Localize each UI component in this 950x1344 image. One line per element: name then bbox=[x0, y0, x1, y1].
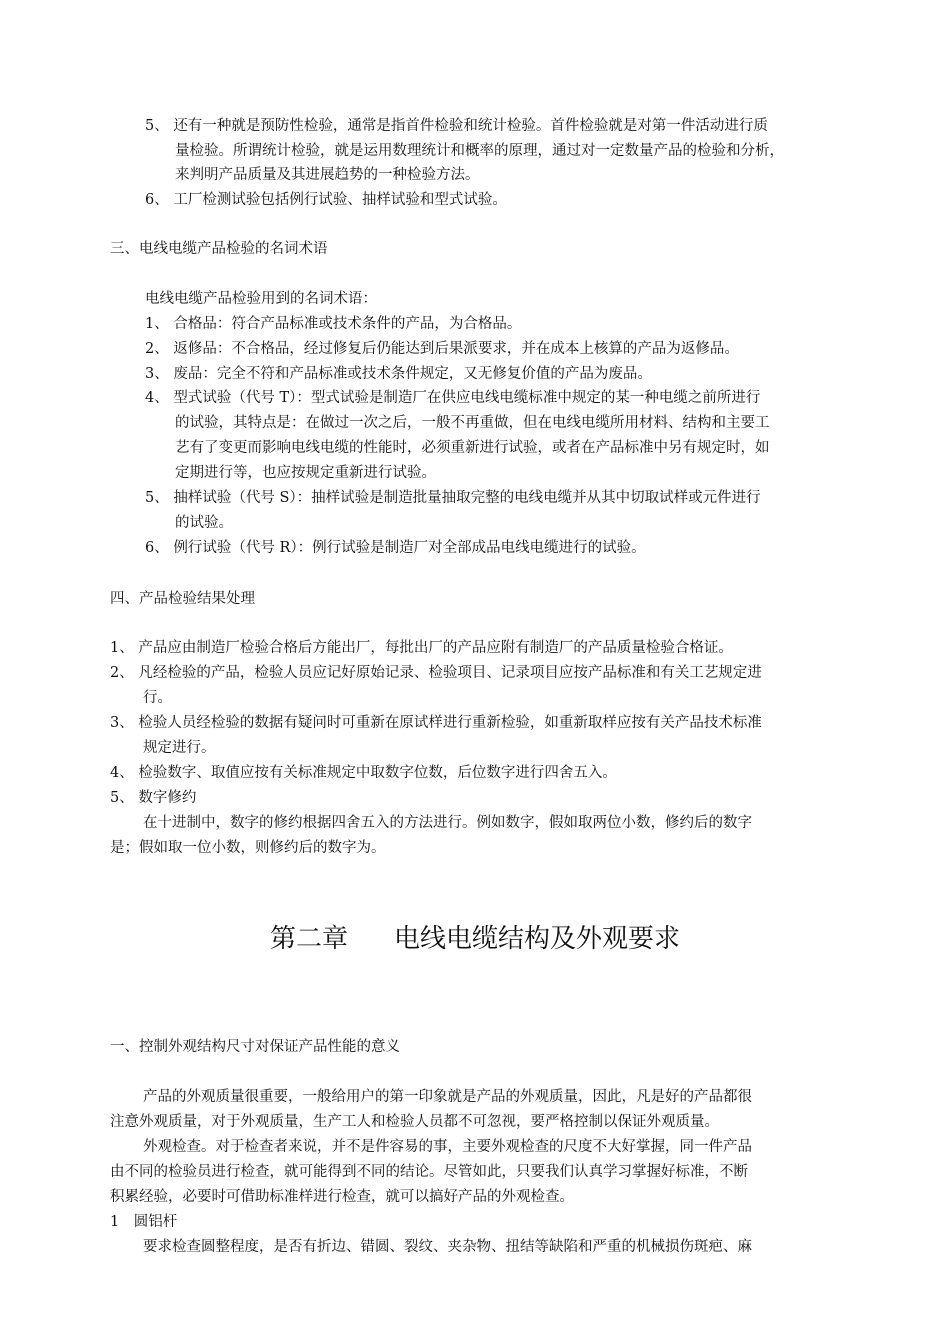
term-item-5-line-1: 5、 抽样试验（代号 S）：抽样试验是制造批量抽取完整的电线电缆并从其中切取试样或元件进行 bbox=[145, 490, 761, 506]
appearance-paragraph-1-line-1: 产品的外观质量很重要，一般给用户的第一印象就是产品的外观质量，因此，凡是好的产品都很 bbox=[143, 1089, 752, 1105]
term-item-6: 6、 例行试验（代号 R）：例行试验是制造厂对全部成品电线电缆进行的试验。 bbox=[145, 540, 646, 556]
result-item-2-line-1: 2、 凡经检验的产品，检验人员应记好原始记录、检验项目、记录项目应按产品标准和有关工艺规定进 bbox=[110, 665, 762, 681]
term-item-2: 2、 返修品：不合格品，经过修复后仍能达到后果派要求，并在成本上核算的产品为返修品。 bbox=[145, 341, 739, 357]
inspection-type-item-5-line-3: 来判明产品质量及其进展趋势的一种检验方法。 bbox=[175, 167, 480, 183]
rounding-paragraph-line-2: 是；假如取一位小数，则修约后的数字为。 bbox=[110, 840, 386, 856]
result-item-3-line-2: 规定进行。 bbox=[143, 740, 216, 756]
term-item-4-line-4: 定期进行等，也应按规定重新进行试验。 bbox=[175, 465, 436, 481]
result-item-2-line-2: 行。 bbox=[143, 690, 172, 706]
section-3-heading: 三、电线电缆产品检验的名词术语 bbox=[110, 241, 328, 257]
term-item-3: 3、 废品：完全不符和产品标准或技术条件规定，又无修复价值的产品为废品。 bbox=[145, 366, 652, 382]
inspection-type-item-5-line-2: 量检验。所谓统计检验，就是运用数理统计和概率的原理，通过对一定数量产品的检验和分析， bbox=[175, 143, 784, 159]
inspection-type-item-5-line-1: 5、 还有一种就是预防性检验，通常是指首件检验和统计检验。首件检验就是对第一件活动进行质 bbox=[145, 118, 768, 134]
appearance-paragraph-2-line-1: 外观检查。对于检查者来说，并不是件容易的事，主要外观检查的尺度不大好掌握，同一件产品 bbox=[143, 1139, 752, 1155]
appearance-paragraph-2-line-2: 由不同的检验员进行检查，就可能得到不同的结论。尽管如此，只要我们认真学习掌握好标准，不断 bbox=[110, 1164, 748, 1180]
chapter-2-section-1-heading: 一、控制外观结构尺寸对保证产品性能的意义 bbox=[110, 1039, 400, 1055]
result-item-5: 5、 数字修约 bbox=[110, 790, 197, 806]
chapter-number: 第二章 bbox=[269, 924, 348, 954]
rounding-paragraph-line-1: 在十进制中，数字的修约根据四舍五入的方法进行。例如数字，假如取两位小数，修约后的数字 bbox=[143, 815, 752, 831]
term-item-1: 1、 合格品：符合产品标准或技术条件的产品，为合格品。 bbox=[145, 316, 522, 332]
result-item-1: 1、 产品应由制造厂检验合格后方能出厂，每批出厂的产品应附有制造厂的产品质量检验合格证。 bbox=[110, 640, 733, 656]
appearance-paragraph-1-line-2: 注意外观质量，对于外观质量，生产工人和检验人员都不可忽视，要严格控制以保证外观质量。 bbox=[110, 1114, 719, 1130]
term-item-4-line-1: 4、 型式试验（代号 T）：型式试验是制造厂在供应电线电缆标准中规定的某一种电缆之前所进行 bbox=[145, 390, 761, 406]
term-item-4-line-3: 艺有了变更而影响电线电缆的性能时，必须重新进行试验，或者在产品标准中另有规定时，如 bbox=[175, 440, 770, 456]
inspection-type-item-6: 6、 工厂检测试验包括例行试验、抽样试验和型式试验。 bbox=[145, 192, 507, 208]
result-item-3-line-1: 3、 检验人员经检验的数据有疑问时可重新在原试样进行重新检验，如重新取样应按有关产品技术标准 bbox=[110, 715, 762, 731]
result-item-4: 4、 检验数字、取值应按有关标准规定中取数字位数，后位数字进行四舍五入。 bbox=[110, 765, 617, 781]
subsection-round-aluminum-rod: 1 圆铝杆 bbox=[110, 1214, 178, 1230]
terms-intro: 电线电缆产品检验用到的名词术语： bbox=[145, 291, 377, 307]
chapter-heading bbox=[0, 922, 950, 956]
term-item-4-line-2: 的试验，其特点是：在做过一次之后，一般不再重做，但在电线电缆所用材料、结构和主要工 bbox=[175, 415, 770, 431]
section-4-heading: 四、产品检验结果处理 bbox=[110, 591, 255, 607]
aluminum-rod-paragraph-line-1: 要求检查圆整程度，是否有折边、错圆、裂纹、夹杂物、扭结等缺陷和严重的机械损伤斑疤、麻 bbox=[143, 1239, 752, 1255]
chapter-title: 电线电缆结构及外观要求 bbox=[394, 924, 681, 954]
appearance-paragraph-2-line-3: 积累经验，必要时可借助标准样进行检查，就可以搞好产品的外观检查。 bbox=[110, 1189, 574, 1205]
term-item-5-line-2: 的试验。 bbox=[175, 515, 233, 531]
